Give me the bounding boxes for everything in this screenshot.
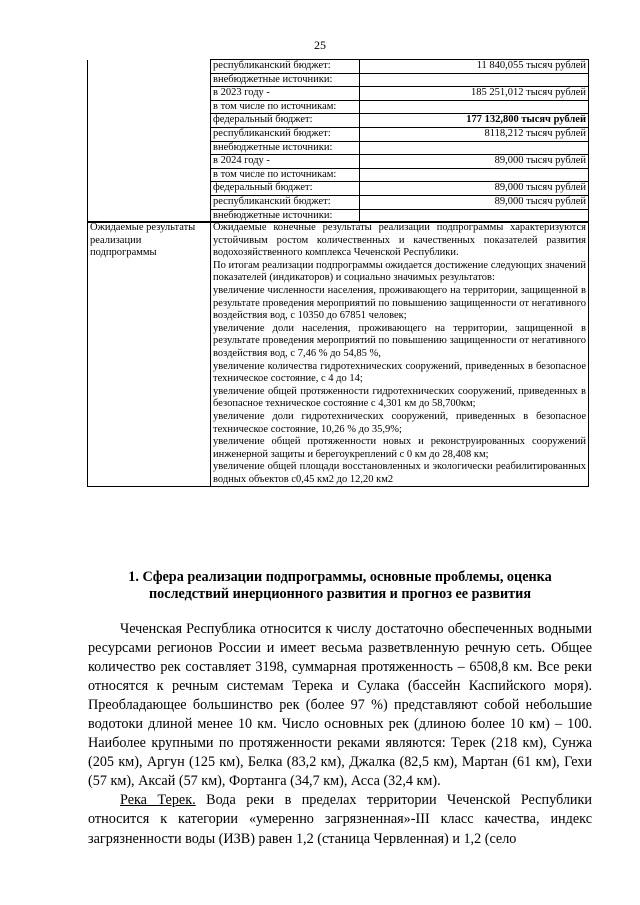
- funding-value: 89,000 тысяч рублей: [360, 195, 589, 209]
- funding-value: [360, 73, 589, 87]
- body-paragraph: [88, 791, 592, 848]
- funding-label: в 2024 году -: [211, 155, 360, 169]
- result-item: По итогам реализации подпрограммы ожидается достижение следующих значений показателей (индикаторов) и социально значимых результатов:: [213, 259, 586, 284]
- funding-blank-cell: [88, 60, 211, 74]
- expected-results-label: Ожидаемые результаты реализации подпрограммы: [88, 222, 211, 487]
- body-paragraph-text: Вода реки в пределах территории Чеченской Республики относится к категории «умеренно загрязненная»-III класс качества, индекс загрязненности воды (ИЗВ) равен 1,2 (станица Червленная) и 1,2 (село: [88, 792, 593, 847]
- result-item: увеличение доли гидротехнических сооружений, приведенных в безопасное техническое состояние, 10,26 % до 35,9%;: [213, 410, 586, 435]
- funding-value: [360, 168, 589, 182]
- funding-value: 185 251,012 тысяч рублей: [360, 87, 589, 101]
- funding-value: 177 132,800 тысяч рублей: [360, 114, 589, 128]
- result-item: увеличение общей протяженности гидротехнических сооружений, приведенных в безопасное техническое состояние с 4,301 км до 58,700км;: [213, 385, 586, 410]
- funding-value: 8118,212 тысяч рублей: [360, 127, 589, 141]
- section-heading: 1. Сфера реализации подпрограммы, основные проблемы, оценка последствий инерционного развития и прогноз ее развития: [128, 569, 552, 602]
- funding-blank-cell: [88, 155, 211, 169]
- funding-row: [88, 87, 589, 101]
- funding-row: [88, 141, 589, 155]
- result-item: увеличение количества гидротехнических сооружений, приведенных в безопасное техническое состояние, с 4 до 14;: [213, 360, 586, 385]
- result-item: увеличение общей протяженности новых и реконструированных сооружений инженерной защиты и берегоукреплений с 0 км до 28,408 км;: [213, 436, 586, 460]
- result-item: увеличение доли населения, проживающего на территории, защищенной в результате проведения мероприятий по повышению защищенности от негативного воздействия вод, с 7,46 % до 54,85 %,: [213, 322, 586, 359]
- expected-results-text: [211, 222, 589, 487]
- funding-value: 11 840,055 тысяч рублей: [360, 60, 589, 74]
- funding-blank-cell: [88, 127, 211, 141]
- funding-label: республиканский бюджет:: [211, 127, 360, 141]
- funding-label: федеральный бюджет:: [211, 182, 360, 196]
- funding-label: в том числе по источникам:: [211, 168, 360, 182]
- funding-value: 89,000 тысяч рублей: [360, 155, 589, 169]
- body-paragraph: Чеченская Республика относится к числу достаточно обеспеченных водными ресурсами регионов России и имеет весьма разветвленную речную сеть. Общее количество рек составляет 3198, суммарная протяженность – 6508,8 км. Все реки относятся к речным системам Терека и Сулака (бассейн Каспийского моря). Преобладающее большинство рек (более 97 %) представляют собой небольшие водотоки длиной менее 10 км. Число основных рек (длиною более 10 км) – 100. Наиболее крупными по протяженности реками являются: Терек (218 км), Сунжа (205 км), Аргун (125 км), Белка (83,2 км), Джалка (82,5 км), Мартан (61 км), Гехи (57 км), Аксай (57 км), Фортанга (34,7 км), Асса (32,4 км).: [88, 621, 592, 790]
- body-text: [88, 620, 592, 849]
- funding-label: в том числе по источникам:: [211, 100, 360, 114]
- expected-results-row: [88, 222, 589, 487]
- funding-label: республиканский бюджет:: [211, 60, 360, 74]
- page-number: 25: [314, 38, 326, 52]
- funding-label: внебюджетные источники:: [211, 73, 360, 87]
- funding-label: внебюджетные источники:: [211, 209, 360, 223]
- funding-blank-cell: [88, 100, 211, 114]
- funding-row: [88, 195, 589, 209]
- expected-results-table: [87, 221, 589, 487]
- funding-blank-cell: [88, 73, 211, 87]
- funding-value: [360, 100, 589, 114]
- result-item: увеличение общей площади восстановленных и экологически реабилитированных водных объектов с0,45 км2 до 12,20 км2: [213, 461, 586, 485]
- funding-row: [88, 168, 589, 182]
- funding-table: [87, 59, 589, 223]
- funding-row: [88, 60, 589, 74]
- funding-label: федеральный бюджет:: [211, 114, 360, 128]
- funding-row: [88, 127, 589, 141]
- funding-blank-cell: [88, 87, 211, 101]
- funding-row: [88, 73, 589, 87]
- funding-blank-cell: [88, 114, 211, 128]
- result-item: Ожидаемые конечные результаты реализации подпрограммы характеризуются устойчивым ростом количественных и качественных показателей развития водохозяйственного комплекса Чеченской Республики.: [213, 222, 586, 259]
- funding-value: 89,000 тысяч рублей: [360, 182, 589, 196]
- funding-value: [360, 141, 589, 155]
- funding-blank-cell: [88, 168, 211, 182]
- funding-label: в 2023 году -: [211, 87, 360, 101]
- funding-row: [88, 114, 589, 128]
- funding-row: [88, 182, 589, 196]
- funding-blank-cell: [88, 141, 211, 155]
- funding-row: [88, 100, 589, 114]
- funding-label: республиканский бюджет:: [211, 195, 360, 209]
- result-item: увеличение численности населения, проживающего на территории, защищенной в результате проведения мероприятий по повышению защищенности от негативного воздействия вод, с 10350 до 67851 человек;: [213, 284, 586, 322]
- river-name-terek: Река Терек.: [120, 792, 196, 809]
- funding-blank-cell: [88, 195, 211, 209]
- funding-label: внебюджетные источники:: [211, 141, 360, 155]
- funding-blank-cell: [88, 182, 211, 196]
- funding-row: [88, 155, 589, 169]
